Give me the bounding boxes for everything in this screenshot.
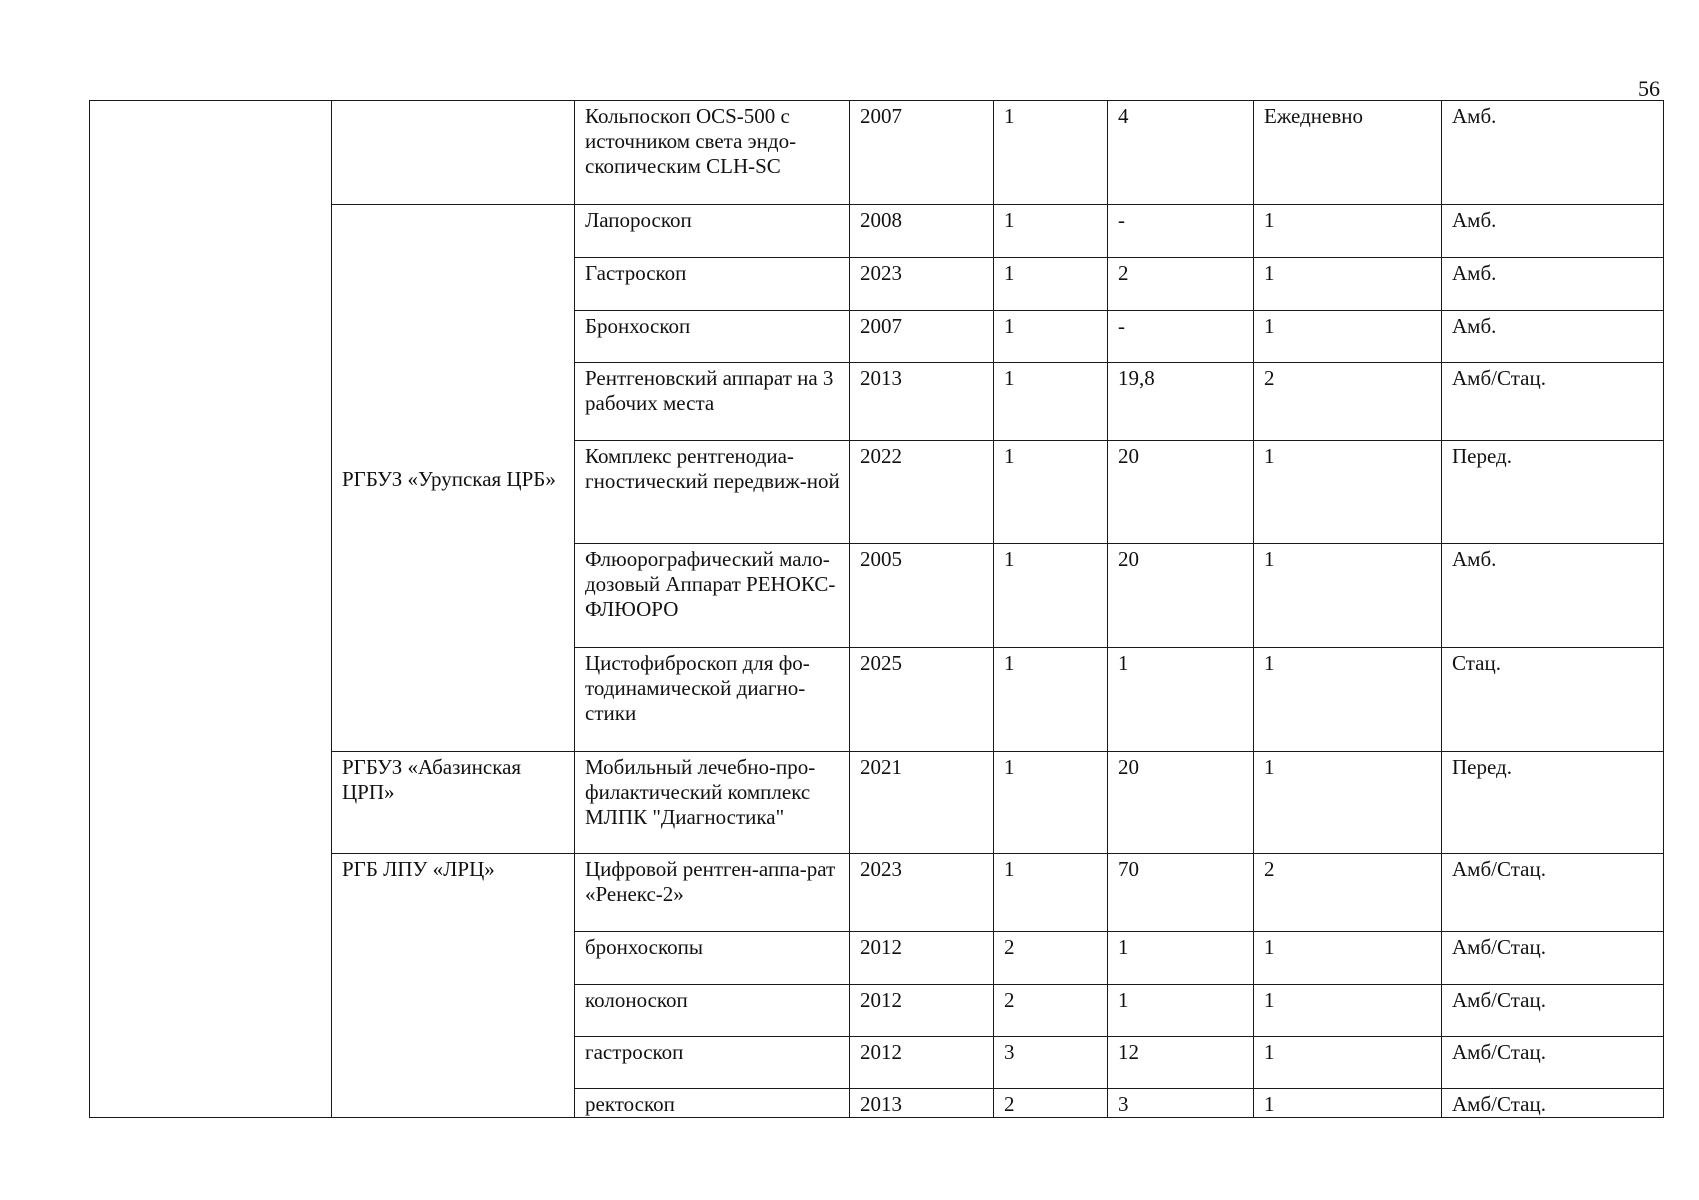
equipment-cell: Рентгеновский аппарат на 3 рабочих места: [575, 363, 850, 441]
institution-cell: РГБУЗ «Урупская ЦРБ»: [332, 205, 575, 752]
equipment-cell: Кольпоскоп OCS-500 с источником света эндо-скопическим CLH-SC: [575, 101, 850, 205]
quantity-cell: 2: [994, 985, 1108, 1037]
equipment-cell: колоноскоп: [575, 985, 850, 1037]
year-cell: 2007: [850, 101, 994, 205]
table-row: [90, 101, 1664, 205]
mode-cell: Стац.: [1442, 648, 1664, 752]
quantity-cell: 2: [994, 1089, 1108, 1118]
value-cell: 1: [1254, 752, 1442, 854]
equipment-cell: Лапороскоп: [575, 205, 850, 258]
equipment-cell: Цифровой рентген-аппа-рат «Ренекс-2»: [575, 854, 850, 932]
value-cell: 12: [1108, 1037, 1254, 1089]
year-cell: 2008: [850, 205, 994, 258]
value-cell: -: [1108, 311, 1254, 363]
equipment-table: [89, 100, 1664, 1118]
value-cell: 1: [1254, 258, 1442, 311]
mode-cell: Амб/Стац.: [1442, 854, 1664, 932]
year-cell: 2021: [850, 752, 994, 854]
page-number: 56: [1638, 76, 1660, 101]
year-cell: 2022: [850, 441, 994, 544]
mode-cell: Амб/Стац.: [1442, 932, 1664, 985]
value-cell: 19,8: [1108, 363, 1254, 441]
value-cell: 1: [1254, 544, 1442, 648]
mode-cell: Амб.: [1442, 544, 1664, 648]
quantity-cell: 2: [994, 932, 1108, 985]
mode-cell: Амб/Стац.: [1442, 1037, 1664, 1089]
year-cell: 2007: [850, 311, 994, 363]
equipment-cell: ректоскоп: [575, 1089, 850, 1118]
value-cell: 1: [1108, 932, 1254, 985]
value-cell: 1: [1254, 985, 1442, 1037]
value-cell: 1: [1254, 1037, 1442, 1089]
equipment-cell: Мобильный лечебно-про-филактический комплекс МЛПК "Диагностика": [575, 752, 850, 854]
quantity-cell: 1: [994, 441, 1108, 544]
value-cell: 1: [1254, 311, 1442, 363]
value-cell: 1: [1254, 648, 1442, 752]
value-cell: 2: [1254, 854, 1442, 932]
mode-cell: Амб/Стац.: [1442, 1089, 1664, 1118]
quantity-cell: 1: [994, 648, 1108, 752]
equipment-cell: Гастроскоп: [575, 258, 850, 311]
mode-cell: Амб/Стац.: [1442, 985, 1664, 1037]
equipment-cell: Флюорографический мало-дозовый Аппарат РЕНОКС-ФЛЮОРО: [575, 544, 850, 648]
value-cell: 1: [1254, 1089, 1442, 1118]
mode-cell: Амб.: [1442, 205, 1664, 258]
value-cell: 20: [1108, 544, 1254, 648]
value-cell: 20: [1108, 752, 1254, 854]
value-cell: 1: [1108, 648, 1254, 752]
value-cell: Ежедневно: [1254, 101, 1442, 205]
institution-cell: РГБ ЛПУ «ЛРЦ»: [332, 854, 575, 1118]
value-cell: 1: [1108, 985, 1254, 1037]
year-cell: 2005: [850, 544, 994, 648]
value-cell: 1: [1254, 441, 1442, 544]
value-cell: 2: [1108, 258, 1254, 311]
mode-cell: Амб/Стац.: [1442, 363, 1664, 441]
year-cell: 2023: [850, 258, 994, 311]
year-cell: 2025: [850, 648, 994, 752]
mode-cell: Амб.: [1442, 311, 1664, 363]
value-cell: 3: [1108, 1089, 1254, 1118]
year-cell: 2012: [850, 985, 994, 1037]
quantity-cell: 1: [994, 854, 1108, 932]
quantity-cell: 1: [994, 258, 1108, 311]
value-cell: 20: [1108, 441, 1254, 544]
year-cell: 2013: [850, 363, 994, 441]
institution-cell: [332, 101, 575, 205]
quantity-cell: 3: [994, 1037, 1108, 1089]
quantity-cell: 1: [994, 363, 1108, 441]
quantity-cell: 1: [994, 311, 1108, 363]
equipment-cell: Комплекс рентгенодиа-гностический передвиж-ной: [575, 441, 850, 544]
year-cell: 2012: [850, 1037, 994, 1089]
mode-cell: Амб.: [1442, 258, 1664, 311]
mode-cell: Перед.: [1442, 441, 1664, 544]
value-cell: 70: [1108, 854, 1254, 932]
equipment-cell: бронхоскопы: [575, 932, 850, 985]
equipment-cell: Цистофиброскоп для фо-тодинамической диагно-стики: [575, 648, 850, 752]
year-cell: 2013: [850, 1089, 994, 1118]
year-cell: 2012: [850, 932, 994, 985]
value-cell: 4: [1108, 101, 1254, 205]
equipment-cell: гастроскоп: [575, 1037, 850, 1089]
value-cell: 1: [1254, 205, 1442, 258]
mode-cell: Амб.: [1442, 101, 1664, 205]
value-cell: 2: [1254, 363, 1442, 441]
quantity-cell: 1: [994, 101, 1108, 205]
equipment-cell: Бронхоскоп: [575, 311, 850, 363]
mode-cell: Перед.: [1442, 752, 1664, 854]
value-cell: -: [1108, 205, 1254, 258]
value-cell: 1: [1254, 932, 1442, 985]
region-cell: [90, 101, 332, 1118]
quantity-cell: 1: [994, 205, 1108, 258]
quantity-cell: 1: [994, 752, 1108, 854]
year-cell: 2023: [850, 854, 994, 932]
quantity-cell: 1: [994, 544, 1108, 648]
institution-cell: РГБУЗ «Абазинская ЦРП»: [332, 752, 575, 854]
